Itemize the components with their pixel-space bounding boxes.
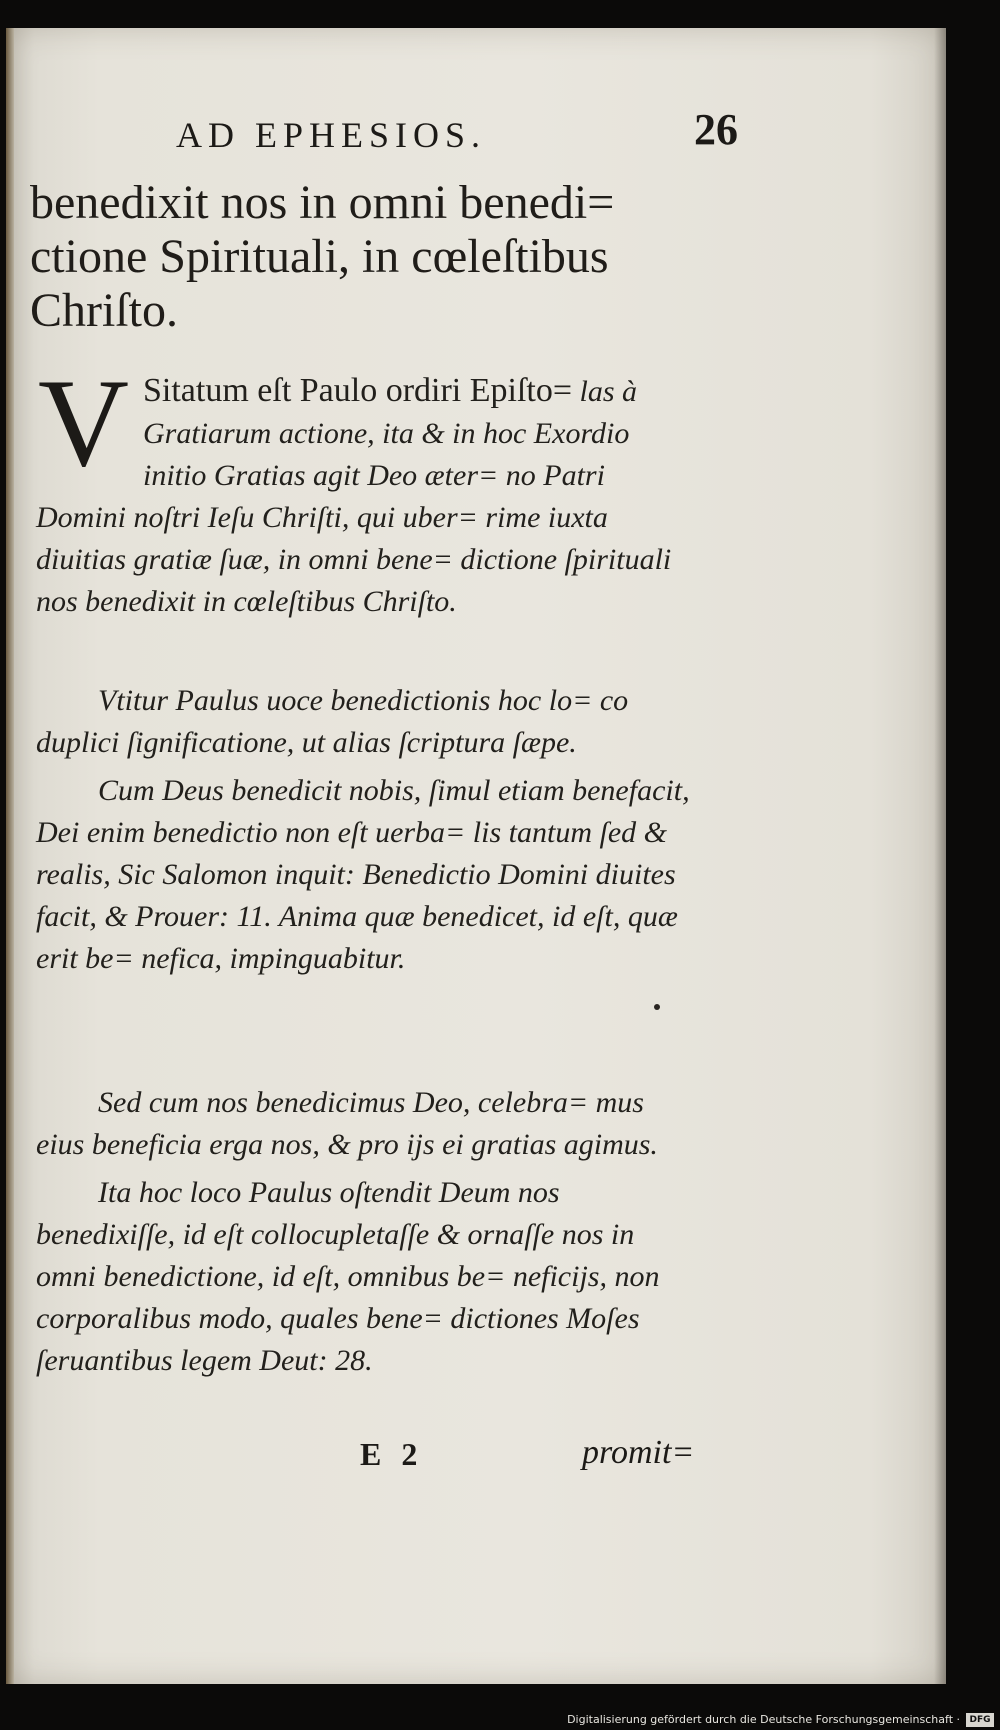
commentary-body [36, 680, 696, 986]
drop-cap: V [38, 354, 129, 493]
dfg-logo: DFG [966, 1713, 994, 1727]
commentary-paragraph-5: Ita hoc loco Paulus oſtendit Deum nos benedixiſſe, id eſt collocupletaſſe & ornaſſe nos in omni benedictione, id eſt, omnibus be= neficijs, non corporalibus modo, quales bene= dictiones Moſes ſeruantibus legem Deut: 28. [36, 1176, 660, 1377]
ink-speck [654, 1004, 660, 1010]
commentary-paragraph-4: Sed cum nos benedicimus Deo, celebra= mus eius beneficia erga nos, & pro ijs ei gratias agimus. [36, 1086, 658, 1161]
commentary-body-lower [36, 1082, 696, 1388]
page-number: 26 [694, 105, 738, 154]
digitization-credit: Digitalisierung gefördert durch die Deutsche Forschungsgemeinschaft · [567, 1713, 960, 1726]
commentary-paragraph-2: Vtitur Paulus uoce benedictionis hoc lo= co duplici ſignificatione, ut alias ſcriptura ſæpe. [36, 684, 629, 759]
commentary-paragraph-3: Cum Deus benedicit nobis, ſimul etiam benefacit, Dei enim benedictio non eſt uerba= lis tantum ſed & realis, Sic Salomon inquit: Benedictio Domini diuites facit, & Prouer: 11. Anima quæ benedicet, id eſt, quæ erit be= nefica, impinguabitur. [36, 774, 690, 975]
signature-mark: E 2 [360, 1436, 424, 1472]
page-edge-shadow [934, 28, 946, 1684]
catchword: promit= [582, 1434, 695, 1471]
paragraph-lead: Sitatum eſt Paulo ordiri Epiſto= [143, 372, 573, 409]
running-head: AD EPHESIOS. [176, 115, 487, 155]
commentary-paragraph-1 [36, 354, 696, 623]
page-gutter [6, 28, 14, 1684]
paragraph-text: las à Gratiarum actione, ita & in hoc Exordio initio Gratias agit Deo æter= no Patri Domini noſtri Ieſu Chriſti, qui uber= rime iuxta diuitias gratiæ ſuæ, in omni bene= dictione ſpirituali nos benedixit in cœleſtibus Chriſto. [36, 375, 672, 618]
book-page [6, 28, 946, 1684]
scripture-verse: benedixit nos in omni benedi= ctione Spirituali, in cœleſtibus Chriſto. [30, 176, 615, 337]
